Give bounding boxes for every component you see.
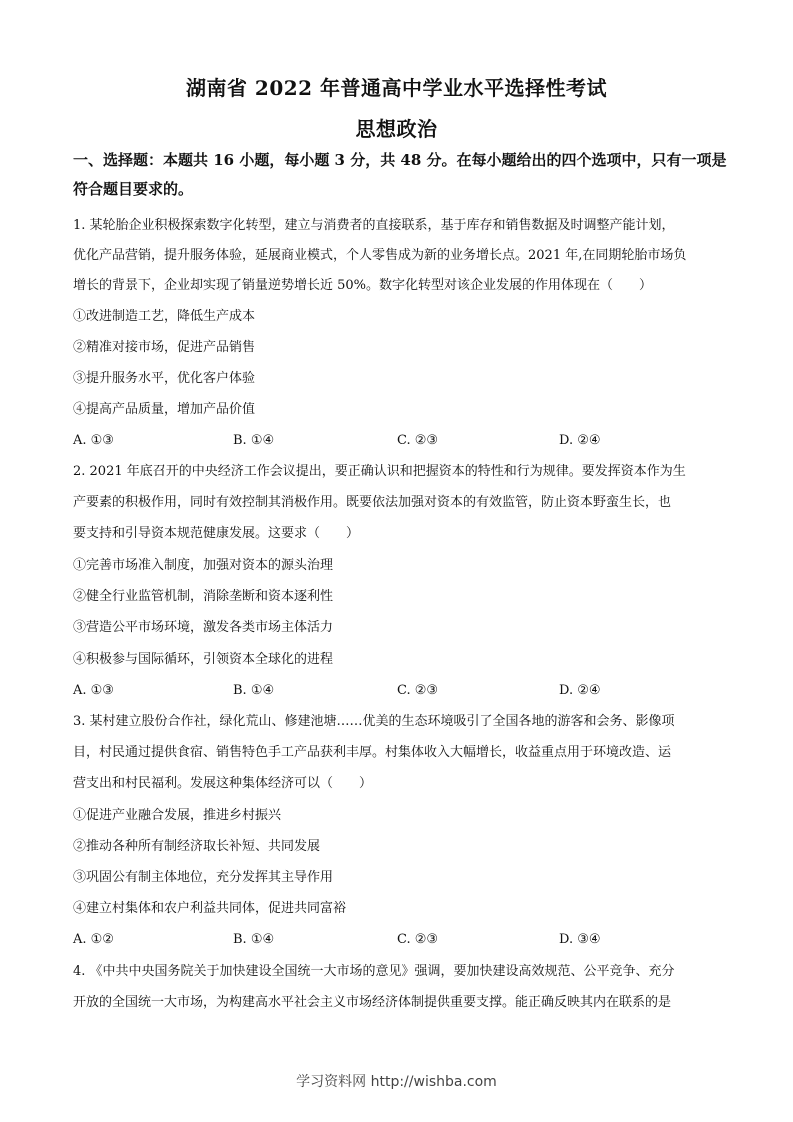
question-2-line-2: 产要素的积极作用，同时有效控制其消极作用。既要依法加强对资本的有效监管，防止资本野蛮生长，也 [73,495,672,510]
question-2-statement-1: ①完善市场准入制度，加强对资本的源头治理 [73,558,334,573]
question-1-option-c: C. ②③ [397,433,439,448]
question-3-option-a: A. ①② [73,932,114,947]
question-2-statement-4: ④积极参与国际循环，引领资本全球化的进程 [73,652,334,667]
question-1-option-d: D. ②④ [559,433,601,448]
footer-watermark: 学习资料网 http://wishba.com [296,1074,497,1090]
question-3-statement-3: ③巩固公有制主体地位，充分发挥其主导作用 [73,870,334,885]
question-3-option-c: C. ②③ [397,932,439,947]
exam-title: 湖南省 2022 年普通高中学业水平选择性考试 [185,76,608,100]
question-2-option-c: C. ②③ [397,683,439,698]
question-3-statement-1: ①促进产业融合发展，推进乡村振兴 [73,808,282,823]
question-2-statement-3: ③营造公平市场环境，激发各类市场主体活力 [73,620,334,635]
question-3-statement-4: ④建立村集体和农户利益共同体，促进共同富裕 [73,901,347,916]
question-2-line-3: 要支持和引导资本规范健康发展。这要求（ ） [73,526,360,541]
question-2-option-a: A. ①③ [73,683,114,698]
question-1-line-3: 增长的背景下，企业却实现了销量逆势增长近 50%。数字化转型对该企业发展的作用体现在（ ） [73,278,653,293]
question-1-statement-4: ④提高产品质量，增加产品价值 [73,402,256,417]
question-3-option-b: B. ①④ [233,932,275,947]
question-4-line-2: 开放的全国统一大市场，为构建高水平社会主义市场经济体制提供重要支撑。能正确反映其内在联系的是 [73,995,672,1010]
question-1-option-a: A. ①③ [73,433,114,448]
section-heading: 一、选择题：本题共 16 小题，每小题 3 分，共 48 分。在每小题给出的四个选项中，只有一项是符合题目要求的。 [73,151,727,198]
question-2-statement-2: ②健全行业监管机制，消除垄断和资本逐利性 [73,589,334,604]
subject-title: 思想政治 [355,117,438,141]
question-1-option-b: B. ①④ [233,433,275,448]
question-2-option-d: D. ②④ [559,683,601,698]
question-3-statement-2: ②推动各种所有制经济取长补短、共同发展 [73,839,321,854]
question-2-line-1: 2. 2021 年底召开的中央经济工作会议提出，要正确认识和把握资本的特性和行为规律。要发挥资本作为生 [73,464,686,479]
question-3-line-1: 3. 某村建立股份合作社，绿化荒山、修建池塘……优美的生态环境吸引了全国各地的游客和会务、影像项 [73,714,675,729]
question-1-line-2: 优化产品营销，提升服务体验，延展商业模式，个人零售成为新的业务增长点。2021 年,在同期轮胎市场负 [73,248,687,263]
question-1-statement-1: ①改进制造工艺，降低生产成本 [73,309,256,324]
question-1-line-1: 1. 某轮胎企业积极探索数字化转型，建立与消费者的直接联系，基于库存和销售数据及时调整产能计划， [73,218,675,233]
question-3-option-d: D. ③④ [559,932,601,947]
question-3-line-3: 营支出和村民福利。发展这种集体经济可以（ ） [73,776,373,791]
question-4-line-1: 4. 《中共中央国务院关于加快建设全国统一大市场的意见》强调，要加快建设高效规范、公平竞争、充分 [73,964,675,979]
question-1-statement-2: ②精准对接市场，促进产品销售 [73,340,256,355]
question-1-statement-3: ③提升服务水平，优化客户体验 [73,371,256,386]
question-3-line-2: 目，村民通过提供食宿、销售特色手工产品获利丰厚。村集体收入大幅增长，收益重点用于环境改造、运 [73,745,672,760]
question-2-option-b: B. ①④ [233,683,275,698]
